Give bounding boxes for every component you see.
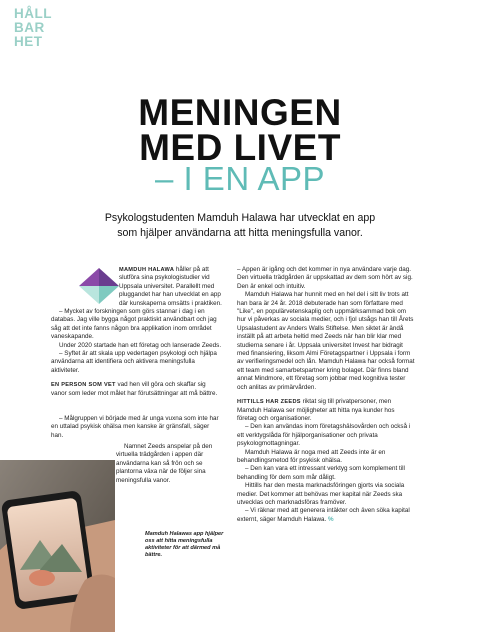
paragraph-left-1 [51,266,223,308]
paragraph-right-5: Mamduh Halawa är noga med att Zeeds inte är en behandlingsmetod för psykisk ohälsa. [237,448,386,464]
article-column-left-beside-photo [116,443,222,485]
photo-phone-in-hand [0,460,115,632]
paragraph-right-8 [237,507,415,524]
paragraph-left-5 [51,381,223,398]
paragraph-right-7: Hittills har den mesta marknadsföringen gjorts via sociala medier. Det kommer att behövas mer kapital när Zeeds ska utvecklas och marknadsföras framöver. [237,482,405,506]
section-tag-line-1: HÅLL [14,6,52,21]
paragraph-lead-in: MAMDUH HALAWA [119,267,175,273]
paragraph-lead-in: HITTILLS HAR ZEEDS [237,399,301,406]
paragraph-right-2: Mamduh Halawa har hunnit med en hel del i sitt liv trots att han bara är 24 år. 2018 debuterade han som författare med "Like", en populärvetenskaplig och uppmärksammad bok om hur vi påverkas av sociala medier, och i fjol utsågs han till Årets Upsalastudent av Anders Walls Stiftelse. Men siktet är ändå inställt på att arbeta heltid med Zeeds när han blir klar med studierna senare i år. Uppsala universitet Invest har bidragit med finansiering, liksom Almi Företagspartner i Uppsala i form av verifieringsmedel och lån. Mamduh Halawa har också format ett team med samarbetspartner kring bolaget. Där finns bland annat Mindmore, ett företag som jobbar med kognitiva tester och anlitas av primärvården. [237,291,415,391]
section-tag-line-3: HET [14,34,43,49]
headline-line-2: MED LIVET [139,127,341,168]
paragraph-right-6: – Den kan vara ett intressant verktyg som komplement till behandling för dem som mår dåligt. [237,465,405,481]
paragraph-left-4: – Syftet är att skala upp vedertagen psykologi och hjälpa användarna att identifiera och aktivera meningsfulla aktiviteter. [51,350,217,374]
article-column-left [51,266,223,398]
headline-line-3: – I EN APP [154,160,326,197]
headline-line-1: MENINGEN [138,92,342,133]
article-column-left-lower [51,415,223,440]
paragraph-text: – Vi räknar med att generera intäkter och även söka kapital externt, säger Mamduh Halawa. [237,507,410,523]
lead-paragraph: Psykologstudenten Mamduh Halawa har utvecklat en app som hjälper användarna att hitta meningsfulla vanor. [104,212,376,239]
photo-caption: Mamduh Halawas app hjälper oss att hitta meningsfulla aktiviteter för att därmed må bättre. [145,531,224,558]
section-tag-line-2: BAR [14,20,45,35]
paragraph-text: riktat sig till privatpersoner, men Mamduh Halawa ser möjligheter att hitta nya kunder hos företag och organisationer. [237,398,395,422]
paragraph-right-1: – Appen är igång och det kommer in nya användare varje dag. Den virtuella trädgården är uppskattad av dem som hört av sig. Den är enkel och intuitiv. [237,266,413,290]
paragraph-left-3: Under 2020 startade han ett företag och lanserade Zeeds. [59,341,222,349]
paragraph-right-3 [237,398,415,423]
paragraph-left-7: Namnet Zeeds anspelar på den virtuella trädgården i appen där användarna kan så frön och se plantorna växa när de följer sina meningsfulla vanor. [116,443,213,484]
paragraph-left-6: – Målgruppen vi började med är unga vuxna som inte har en uttalad psykisk ohälsa men kanske är gränsfall, säger han. [51,415,219,439]
paragraph-left-2: – Mycket av forskningen som görs stannar i dag i en databas. Jag ville bygga något praktiskt användbart och jag såg att det inte fanns någon bra applikation inom området vaneskapande. [51,308,217,341]
paragraph-lead-in: EN PERSON SOM VET [51,382,116,389]
paragraph-text: håller på att slutföra sina psykologistudier vid Uppsala universitet. Parallellt med pluggandet har han utvecklat en app där kunskaperna omsätts i praktiken. [119,266,222,307]
paragraph-text: vad hen vill göra och skaffar sig vanor som leder mot målet har förutsättningar att må bättre. [51,381,218,397]
end-mark: % [328,515,334,523]
article-column-right [237,266,415,524]
paragraph-right-4: – Den kan användas inom företagshälsovården och också i ett verktygslåda för hjälporganisationer och privata psykologmottagningar. [237,423,411,448]
section-tag [14,7,74,49]
